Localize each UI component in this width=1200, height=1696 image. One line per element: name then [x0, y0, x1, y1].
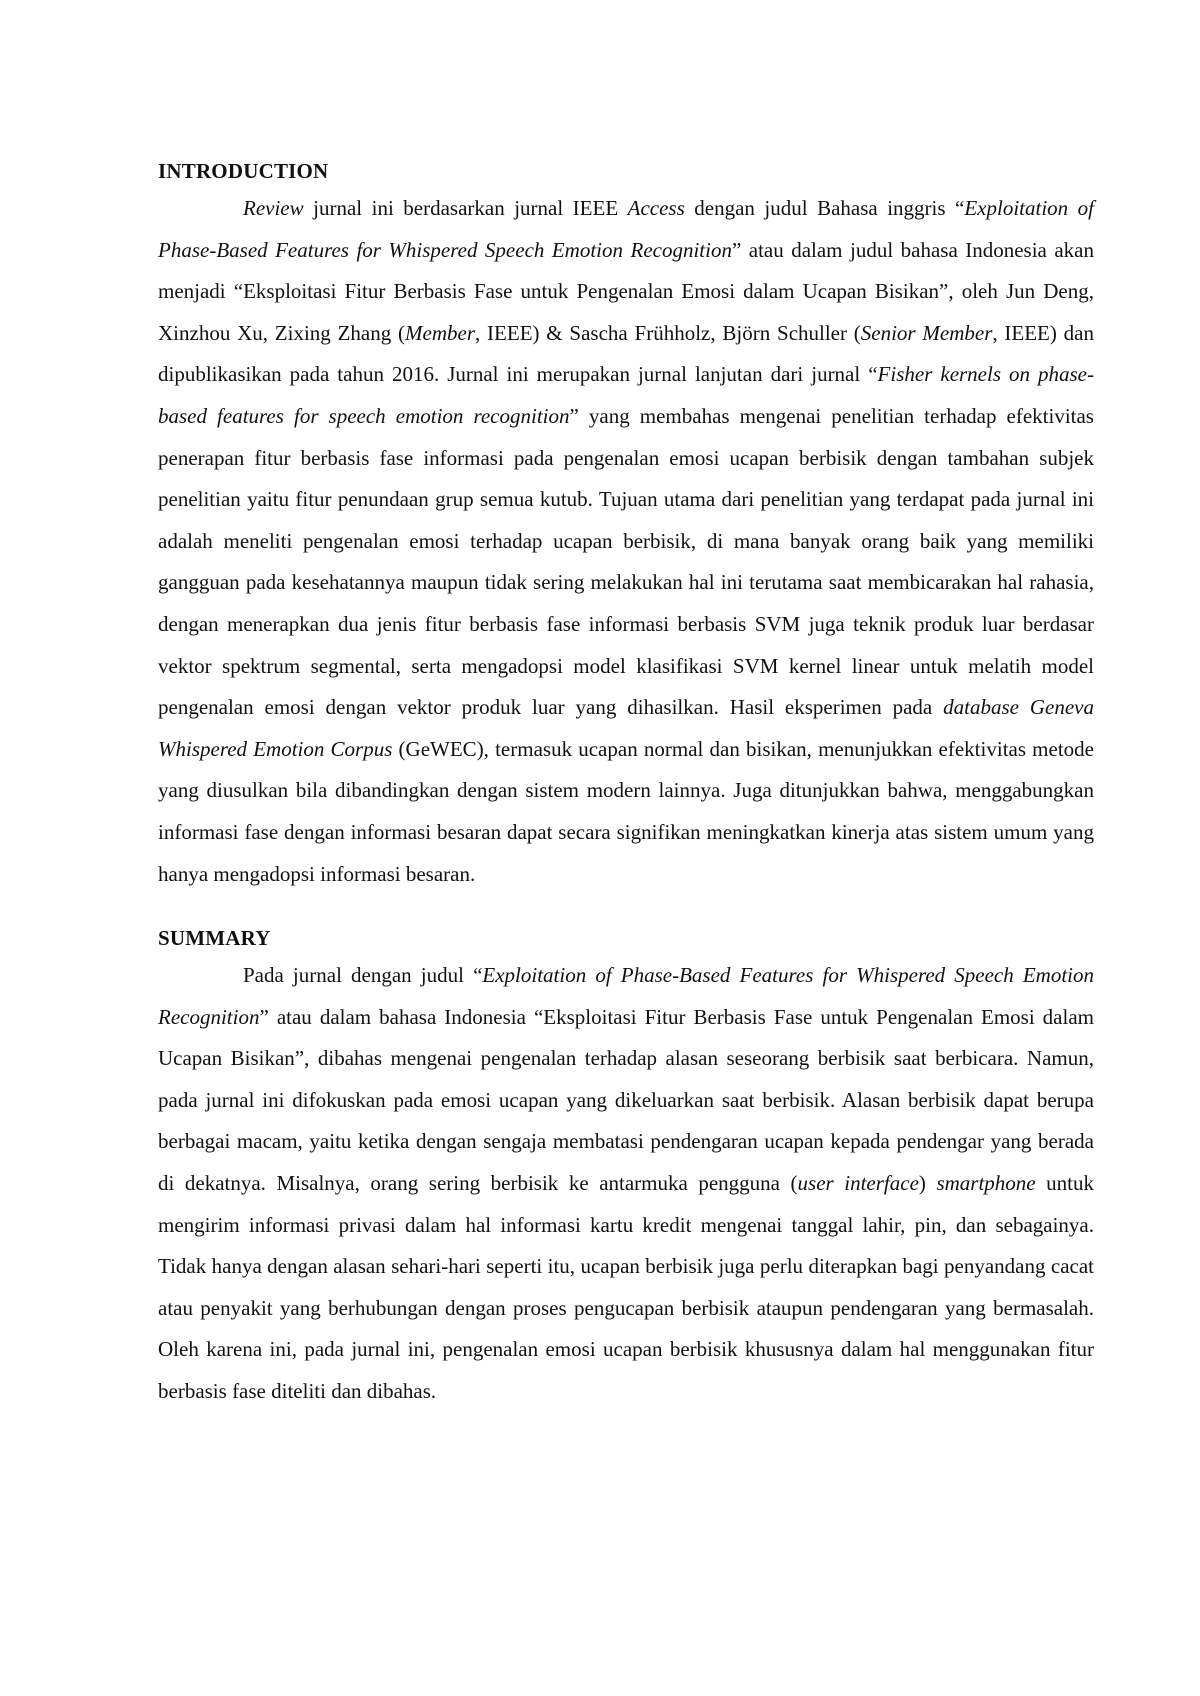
summary-paragraph: [158, 955, 1094, 1413]
text-run: Pada jurnal dengan judul “: [243, 963, 483, 988]
introduction-heading: INTRODUCTION: [158, 159, 329, 183]
italic-text-run: Fisher kernels on phase-based features for speech emotion recognition: [158, 362, 1094, 428]
text-run: dengan judul Bahasa inggris “: [684, 196, 965, 220]
text-run: ): [918, 1171, 937, 1196]
italic-text-run: Access: [627, 196, 685, 220]
text-run: ” yang membahas mengenai penelitian terhadap efektivitas penerapan fitur berbasis fase informasi pada pengenalan emosi ucapan berbisik dengan tambahan subjek penelitian yaitu fitur penundaan grup semua kutub. Tujuan utama dari penelitian yang terdapat pada jurnal ini adalah meneliti pengenalan emosi terhadap ucapan berbisik, di mana banyak orang baik yang memiliki gangguan pada kesehatannya maupun tidak sering melakukan hal ini terutama saat membicarakan hal rahasia, dengan menerapkan dua jenis fitur berbasis fase informasi berbasis SVM juga teknik produk luar berdasar vektor spektrum segmental, serta mengadopsi model klasifikasi SVM kernel linear untuk melatih model pengenalan emosi dengan vektor produk luar yang dihasilkan. Hasil eksperimen pada: [158, 403, 1094, 720]
italic-text-run: smartphone: [936, 1171, 1036, 1196]
text-run: ” atau dalam judul bahasa Indonesia akan menjadi “Eksploitasi Fitur Berbasis Fase untuk Pengenalan Emosi dalam Ucapan Bisikan”, oleh Jun Deng, Xinzhou Xu, Zixing Zhang (: [158, 237, 1094, 345]
italic-text-run: Exploitation of Phase-Based Features for Whispered Speech Emotion Recognition: [158, 963, 1095, 1029]
introduction-paragraph: [158, 188, 1094, 895]
italic-text-run: Exploitation of Phase-Based Features for Whispered Speech Emotion Recognition: [158, 196, 1094, 262]
text-run: ” atau dalam bahasa Indonesia “Eksploitasi Fitur Berbasis Fase untuk Pengenalan Emosi dalam Ucapan Bisikan”, dibahas mengenai pengenalan terhadap alasan seseorang berbisik saat berbicara. Namun, pada jurnal ini difokuskan pada emosi ucapan yang dikeluarkan saat berbisik. Alasan berbisik dapat berupa berbagai macam, yaitu ketika dengan sengaja membatasi pendengaran ucapan kepada pendengar yang berada di dekatnya. Misalnya, orang sering berbisik ke antarmuka pengguna (: [158, 1004, 1094, 1196]
italic-text-run: database Geneva Whispered Emotion Corpus: [158, 695, 1094, 761]
text-run: , IEEE) & Sascha Frühholz, Björn Schuller (: [475, 320, 861, 345]
italic-text-run: user interface: [797, 1171, 919, 1196]
italic-text-run: Review: [243, 196, 304, 220]
text-run: untuk mengirim informasi privasi dalam hal informasi kartu kredit mengenai tanggal lahir, pin, dan sebagainya. Tidak hanya dengan alasan sehari-hari seperti itu, ucapan berbisik juga perlu diterapkan bagi penyandang cacat atau penyakit yang berhubungan dengan proses pengucapan berbisik ataupun pendengaran yang bermasalah. Oleh karena ini, pada jurnal ini, pengenalan emosi ucapan berbisik khususnya dalam hal menggunakan fitur berbasis fase diteliti dan dibahas.: [158, 1171, 1095, 1404]
text-run: jurnal ini berdasarkan jurnal IEEE: [303, 196, 628, 220]
italic-text-run: Senior Member: [860, 320, 993, 345]
text-run: , IEEE) dan dipublikasikan pada tahun 2016. Jurnal ini merupakan jurnal lanjutan dari jurnal “: [158, 320, 1094, 387]
document-page: [158, 158, 1094, 1413]
summary-heading: SUMMARY: [158, 926, 271, 951]
text-run: (GeWEC), termasuk ucapan normal dan bisikan, menunjukkan efektivitas metode yang diusulkan bila dibandingkan dengan sistem modern lainnya. Juga ditunjukkan bahwa, menggabungkan informasi fase dengan informasi besaran dapat secara signifikan meningkatkan kinerja atas sistem umum yang hanya mengadopsi informasi besaran.: [158, 736, 1094, 886]
italic-text-run: Member: [405, 320, 476, 345]
